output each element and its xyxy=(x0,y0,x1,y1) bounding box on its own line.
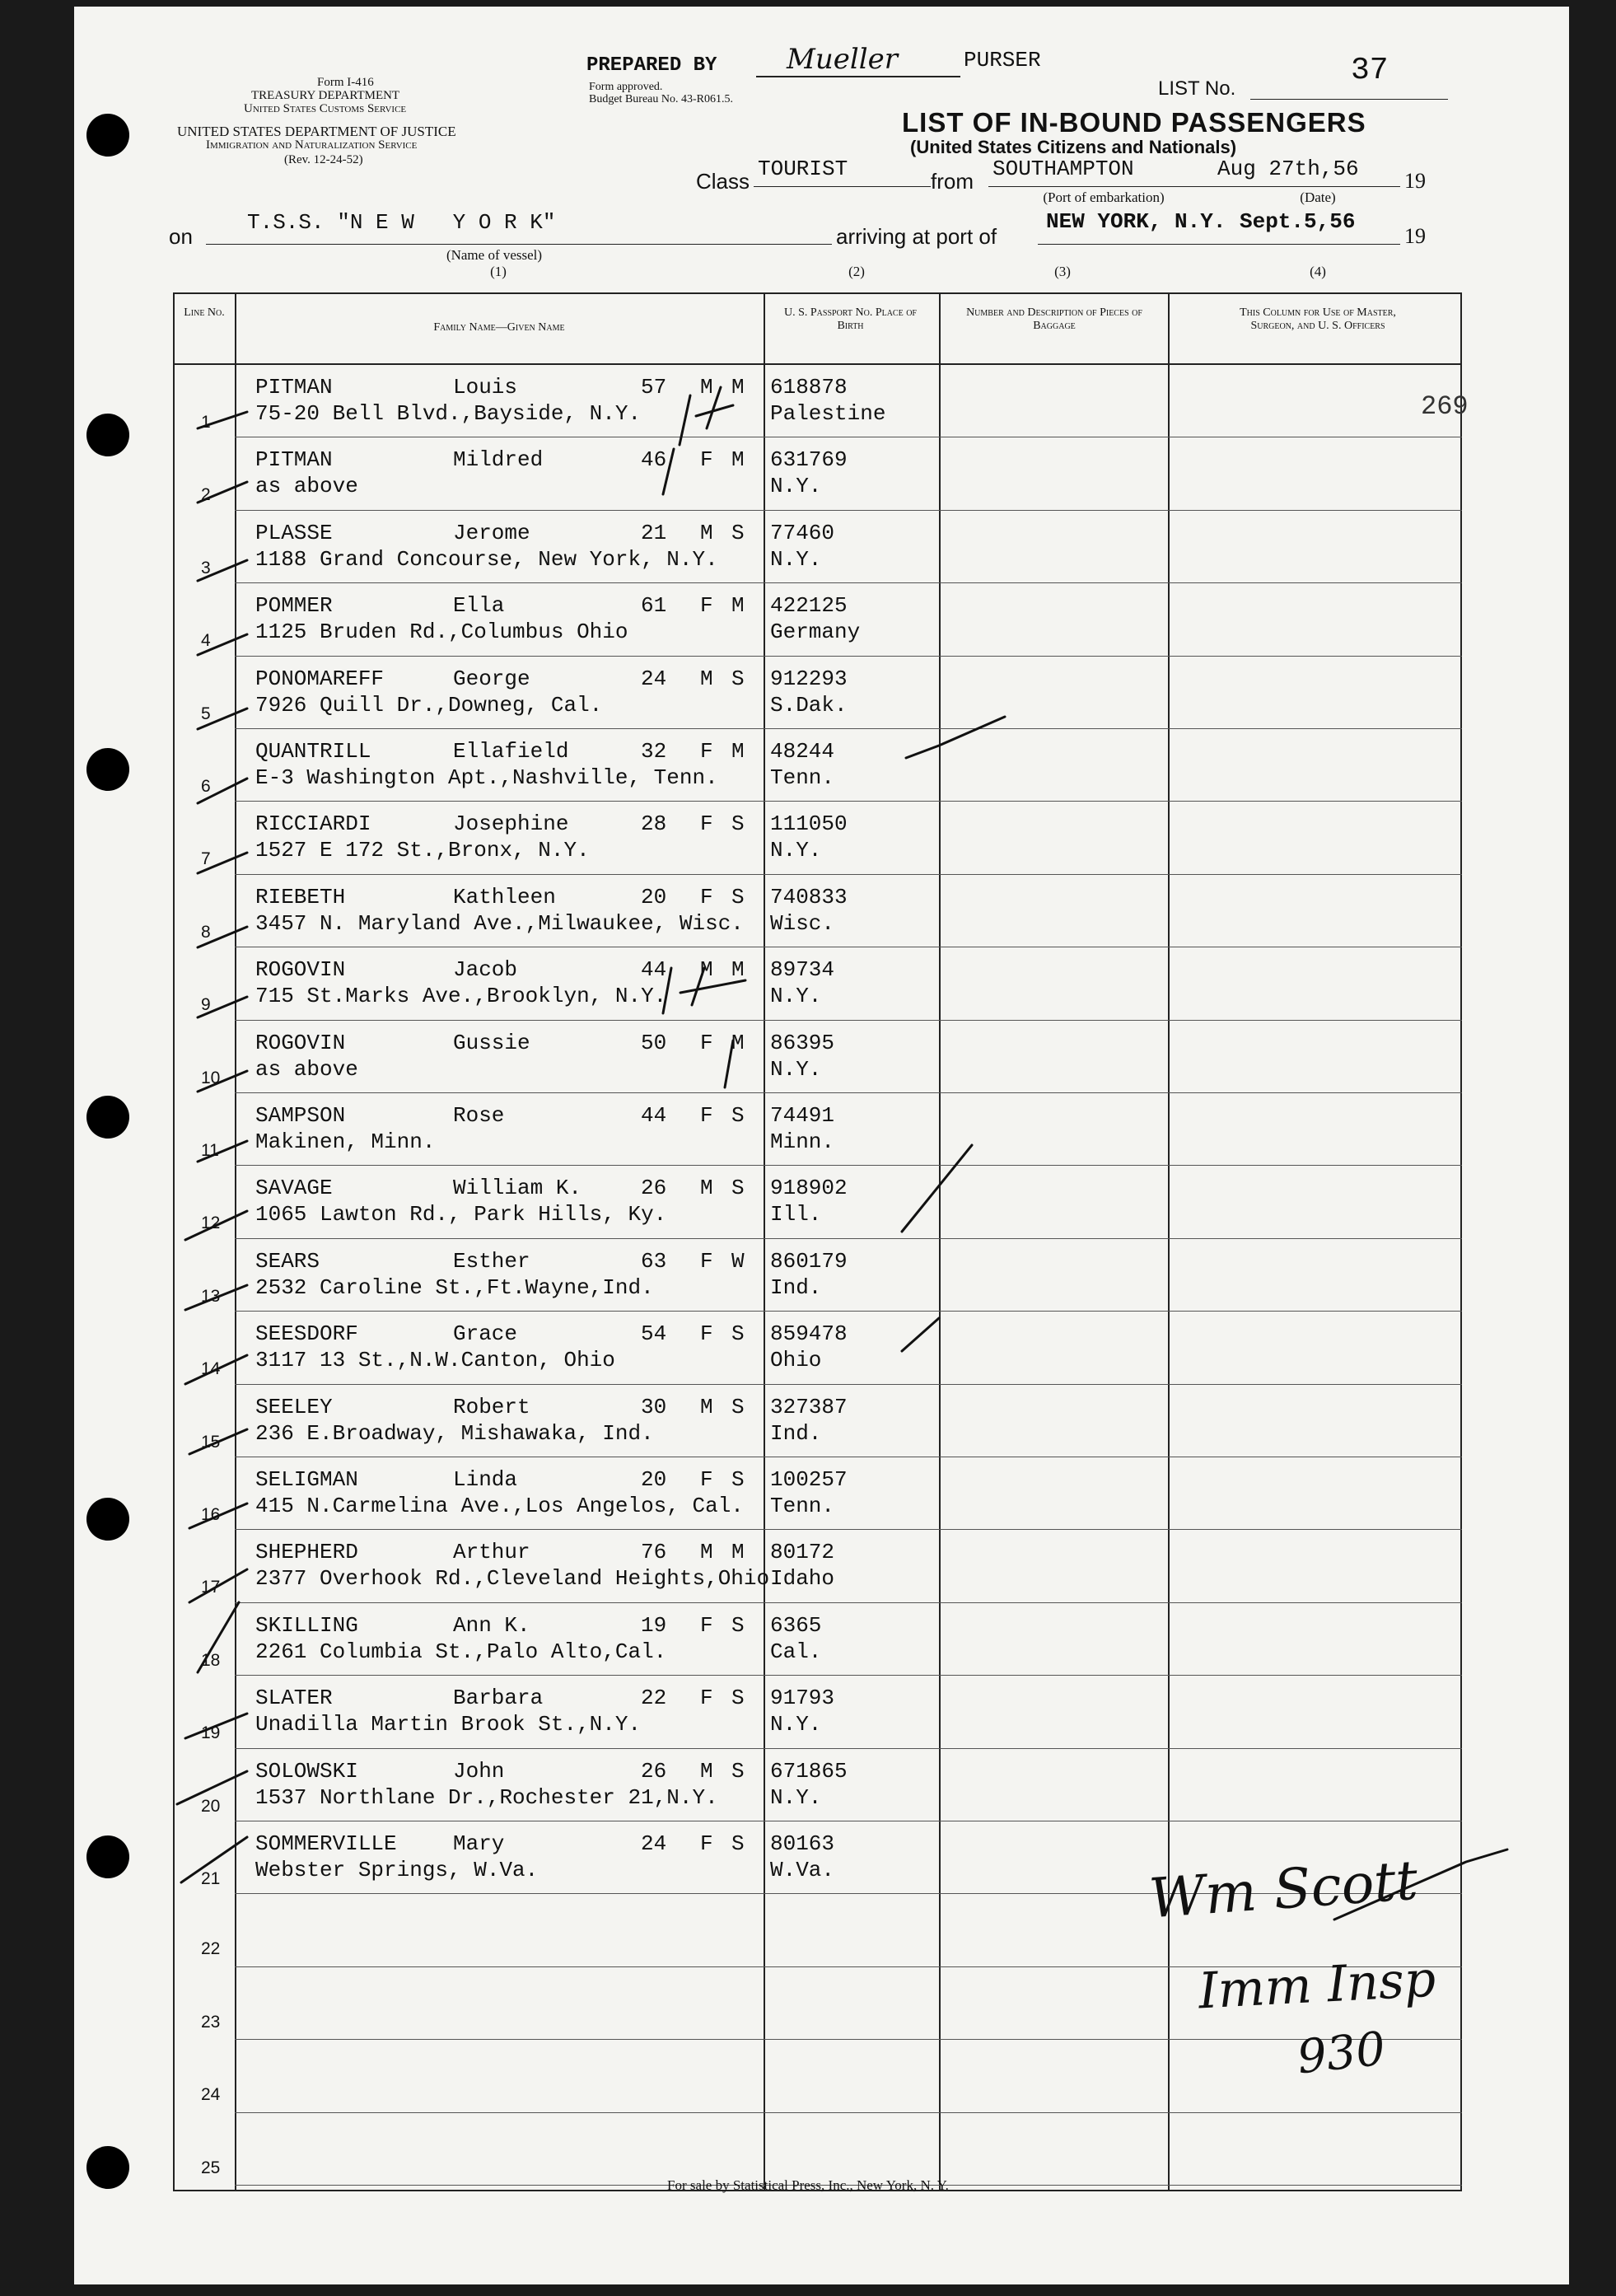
family-name: RIEBETH xyxy=(255,884,346,910)
family-name: SKILLING xyxy=(255,1612,358,1638)
place-of-birth: N.Y. xyxy=(770,984,822,1009)
arrival-port: NEW YORK, N.Y. xyxy=(1046,209,1226,234)
address: 7926 Quill Dr.,Downeg, Cal. xyxy=(255,692,603,718)
line-number: 10 xyxy=(201,1068,221,1087)
address: 1065 Lawton Rd., Park Hills, Ky. xyxy=(255,1202,667,1227)
family-name: SAVAGE xyxy=(255,1176,333,1201)
port-caption: (Port of embarkation) xyxy=(1043,189,1165,205)
family-name: PITMAN xyxy=(255,375,333,400)
family-name: SELIGMAN xyxy=(255,1467,358,1492)
justice-dept: UNITED STATES DEPARTMENT OF JUSTICE xyxy=(177,124,456,139)
purser-label: PURSER xyxy=(964,48,1041,72)
table-row xyxy=(0,875,1616,947)
table-row xyxy=(0,1385,1616,1457)
passenger-count-note: 269 xyxy=(1421,391,1469,422)
form-number: Form I-416 xyxy=(317,76,374,89)
table-row xyxy=(0,1676,1616,1748)
table-row xyxy=(0,1603,1616,1676)
passport-number: 327387 xyxy=(770,1394,848,1419)
ins-service: Immigration and Naturalization Service xyxy=(206,138,418,152)
marital-status: S xyxy=(731,1103,745,1128)
place-of-birth: Idaho xyxy=(770,1566,835,1592)
budget-bureau: Budget Bureau No. 43-R061.5. xyxy=(589,93,733,105)
sex: F xyxy=(700,1321,713,1347)
table-row xyxy=(0,657,1616,729)
line-number: 3 xyxy=(201,558,211,578)
table-row xyxy=(0,583,1616,656)
age: 20 xyxy=(641,884,667,910)
family-name: SOMMERVILLE xyxy=(255,1831,397,1856)
sex: F xyxy=(700,1686,713,1711)
caption-1: (1) xyxy=(490,264,507,279)
marital-status: M xyxy=(731,1540,745,1565)
given-name: Louis xyxy=(453,375,518,400)
line-number: 2 xyxy=(201,485,211,505)
sex: F xyxy=(700,739,713,764)
family-name: POMMER xyxy=(255,593,333,619)
line-number: 7 xyxy=(201,849,211,869)
place-of-birth: Palestine xyxy=(770,401,886,426)
age: 26 xyxy=(641,1176,667,1201)
line-number: 20 xyxy=(201,1796,221,1816)
line-number: 25 xyxy=(201,2158,221,2177)
address: 3457 N. Maryland Ave.,Milwaukee, Wisc. xyxy=(255,910,744,936)
caption-3: (3) xyxy=(1054,264,1071,279)
table-row xyxy=(0,1093,1616,1166)
line-number: 11 xyxy=(201,1141,219,1160)
age: 30 xyxy=(641,1394,667,1419)
address: 3117 13 St.,N.W.Canton, Ohio xyxy=(255,1348,615,1373)
passport-number: 80172 xyxy=(770,1540,835,1565)
table-row xyxy=(0,365,1616,437)
age: 76 xyxy=(641,1540,667,1565)
from-label: from xyxy=(931,169,974,194)
given-name: Ella xyxy=(453,593,505,619)
given-name: Ellafield xyxy=(453,739,569,764)
embarkation-port: SOUTHAMPTON xyxy=(992,157,1134,181)
prepared-by-label: PREPARED BY xyxy=(586,54,717,77)
year-prefix-2: 19 xyxy=(1404,224,1426,248)
sex: F xyxy=(700,447,713,473)
line-number: 12 xyxy=(201,1213,221,1233)
family-name: SEELEY xyxy=(255,1394,333,1419)
family-name: SEARS xyxy=(255,1248,320,1274)
place-of-birth: Ohio xyxy=(770,1348,822,1373)
marital-status: S xyxy=(731,1831,745,1856)
given-name: Mildred xyxy=(453,447,544,473)
col-line-no: Line No. xyxy=(184,306,225,319)
line-number: 21 xyxy=(201,1869,221,1888)
table-row xyxy=(0,1166,1616,1238)
table-row xyxy=(0,1239,1616,1312)
arrival-date: Sept.5,56 xyxy=(1240,209,1356,234)
sex: F xyxy=(700,1103,713,1128)
age: 50 xyxy=(641,1030,667,1055)
inspector-title: Imm Insp xyxy=(1197,1950,1437,2021)
given-name: Grace xyxy=(453,1321,518,1347)
sex: M xyxy=(700,666,713,691)
passport-number: 671865 xyxy=(770,1758,848,1784)
age: 44 xyxy=(641,1103,667,1128)
line-number: 4 xyxy=(201,631,211,651)
age: 61 xyxy=(641,593,667,619)
vessel-name: T.S.S. "N E W Y O R K" xyxy=(247,210,556,235)
age: 54 xyxy=(641,1321,667,1347)
col-officers: This Column for Use of Master, Surgeon, and U. S. Officers xyxy=(1240,306,1396,332)
passport-number: 740833 xyxy=(770,884,848,910)
line-number: 17 xyxy=(201,1578,221,1597)
sex: F xyxy=(700,811,713,837)
passport-number: 80163 xyxy=(770,1831,835,1856)
sex: F xyxy=(700,1030,713,1055)
line-number: 18 xyxy=(201,1650,221,1670)
family-name: SOLOWSKI xyxy=(255,1758,358,1784)
passport-number: 91793 xyxy=(770,1686,835,1711)
passport-number: 618878 xyxy=(770,375,848,400)
passport-number: 77460 xyxy=(770,520,835,545)
sex: M xyxy=(700,1758,713,1784)
given-name: Jacob xyxy=(453,957,518,983)
passport-number: 859478 xyxy=(770,1321,848,1347)
passport-number: 89734 xyxy=(770,957,835,983)
line-number: 16 xyxy=(201,1505,221,1524)
age: 44 xyxy=(641,957,667,983)
marital-status: S xyxy=(731,1394,745,1419)
given-name: Linda xyxy=(453,1467,518,1492)
place-of-birth: Tenn. xyxy=(770,765,835,790)
table-row xyxy=(0,1530,1616,1602)
date-caption: (Date) xyxy=(1300,189,1336,205)
given-name: Arthur xyxy=(453,1540,530,1565)
address: E-3 Washington Apt.,Nashville, Tenn. xyxy=(255,765,718,790)
address: as above xyxy=(255,1056,358,1082)
line-number: 5 xyxy=(201,704,211,723)
address: 2532 Caroline St.,Ft.Wayne,Ind. xyxy=(255,1274,654,1300)
place-of-birth: Ind. xyxy=(770,1420,822,1446)
marital-status: S xyxy=(731,520,745,545)
address: 75-20 Bell Blvd.,Bayside, N.Y. xyxy=(255,401,642,426)
embarkation-date: Aug 27th,56 xyxy=(1217,157,1359,181)
line-number: 24 xyxy=(201,2085,221,2105)
address: 2377 Overhook Rd.,Cleveland Heights,Ohio xyxy=(255,1566,770,1592)
line-number: 23 xyxy=(201,2012,221,2032)
address: 236 E.Broadway, Mishawaka, Ind. xyxy=(255,1420,654,1446)
address: 1125 Bruden Rd.,Columbus Ohio xyxy=(255,620,628,645)
line-number: 15 xyxy=(201,1432,221,1452)
marital-status: S xyxy=(731,1467,745,1492)
marital-status: M xyxy=(731,739,745,764)
address: 1188 Grand Concourse, New York, N.Y. xyxy=(255,546,718,572)
place-of-birth: N.Y. xyxy=(770,1784,822,1810)
age: 24 xyxy=(641,1831,667,1856)
given-name: Kathleen xyxy=(453,884,556,910)
marital-status: S xyxy=(731,1758,745,1784)
address: 2261 Columbia St.,Palo Alto,Cal. xyxy=(255,1639,667,1664)
address: as above xyxy=(255,474,358,499)
passport-number: 111050 xyxy=(770,811,848,837)
sex: M xyxy=(700,1394,713,1419)
marital-status: M xyxy=(731,593,745,619)
given-name: Ann K. xyxy=(453,1612,530,1638)
table-row xyxy=(0,511,1616,583)
line-number: 1 xyxy=(201,413,211,432)
line-number: 6 xyxy=(201,777,211,796)
table-row xyxy=(0,802,1616,874)
place-of-birth: Germany xyxy=(770,620,861,645)
age: 22 xyxy=(641,1686,667,1711)
sex: F xyxy=(700,1831,713,1856)
sex: F xyxy=(700,593,713,619)
family-name: ROGOVIN xyxy=(255,1030,346,1055)
passport-number: 422125 xyxy=(770,593,848,619)
customs-service: United States Customs Service xyxy=(244,102,407,115)
line-number: 19 xyxy=(201,1723,221,1743)
address: Makinen, Minn. xyxy=(255,1129,436,1154)
sex: F xyxy=(700,884,713,910)
line-number: 13 xyxy=(201,1286,221,1306)
marital-status: S xyxy=(731,1612,745,1638)
place-of-birth: W.Va. xyxy=(770,1858,835,1882)
table-row xyxy=(0,1021,1616,1093)
sex: M xyxy=(700,1176,713,1201)
line-number: 8 xyxy=(201,922,211,942)
passport-number: 860179 xyxy=(770,1248,848,1274)
form-revision: (Rev. 12-24-52) xyxy=(284,153,363,166)
sex: F xyxy=(700,1248,713,1274)
family-name: PLASSE xyxy=(255,520,333,545)
col-passport: U. S. Passport No. Place of Birth xyxy=(784,306,917,332)
table-row xyxy=(0,1457,1616,1530)
place-of-birth: N.Y. xyxy=(770,838,822,863)
place-of-birth: N.Y. xyxy=(770,1056,822,1082)
age: 24 xyxy=(641,666,667,691)
caption-4: (4) xyxy=(1310,264,1326,279)
col-family-name: Family Name—Given Name xyxy=(433,321,565,334)
vessel-caption: (Name of vessel) xyxy=(446,247,543,263)
family-name: QUANTRILL xyxy=(255,739,371,764)
col-baggage: Number and Description of Pieces of Baggage xyxy=(966,306,1142,332)
line-number: 22 xyxy=(201,1939,221,1959)
marital-status: W xyxy=(731,1248,745,1274)
line-number: 9 xyxy=(201,995,211,1015)
age: 26 xyxy=(641,1758,667,1784)
marital-status: S xyxy=(731,1176,745,1201)
marital-status: S xyxy=(731,666,745,691)
marital-status: S xyxy=(731,884,745,910)
given-name: Rose xyxy=(453,1103,505,1128)
place-of-birth: N.Y. xyxy=(770,546,822,572)
caption-2: (2) xyxy=(848,264,865,279)
arriving-label: arriving at port of xyxy=(836,224,997,249)
address: 415 N.Carmelina Ave.,Los Angelos, Cal. xyxy=(255,1494,744,1518)
age: 63 xyxy=(641,1248,667,1274)
inspector-signature: Wm Scott xyxy=(1147,1848,1420,1931)
marital-status: M xyxy=(731,1030,745,1055)
marital-status: M xyxy=(731,447,745,473)
table-row xyxy=(0,1312,1616,1384)
inspector-number: 930 xyxy=(1294,2022,1388,2085)
table-row xyxy=(0,947,1616,1020)
passport-number: 6365 xyxy=(770,1612,822,1638)
passport-number: 631769 xyxy=(770,447,848,473)
place-of-birth: N.Y. xyxy=(770,474,822,499)
place-of-birth: Tenn. xyxy=(770,1494,835,1518)
form-approved: Form approved. xyxy=(589,81,663,93)
given-name: Josephine xyxy=(453,811,569,837)
place-of-birth: Ill. xyxy=(770,1202,822,1227)
table-row xyxy=(0,1749,1616,1821)
family-name: SEESDORF xyxy=(255,1321,358,1347)
family-name: PONOMAREFF xyxy=(255,666,385,691)
marital-status: M xyxy=(731,957,745,983)
place-of-birth: Wisc. xyxy=(770,910,835,936)
age: 46 xyxy=(641,447,667,473)
on-label: on xyxy=(169,224,193,249)
list-number: 37 xyxy=(1351,53,1389,88)
age: 28 xyxy=(641,811,667,837)
given-name: William K. xyxy=(453,1176,582,1201)
printer-footer: For sale by Statistical Press, Inc., New York, N. Y. xyxy=(667,2177,949,2193)
passport-number: 918902 xyxy=(770,1176,848,1201)
family-name: PITMAN xyxy=(255,447,333,473)
table-row xyxy=(0,729,1616,802)
class-label: Class xyxy=(696,169,750,194)
given-name: Robert xyxy=(453,1394,530,1419)
age: 21 xyxy=(641,520,667,545)
marital-status: S xyxy=(731,1686,745,1711)
passport-number: 48244 xyxy=(770,739,835,764)
address: 715 St.Marks Ave.,Brooklyn, N.Y. xyxy=(255,984,667,1009)
family-name: SAMPSON xyxy=(255,1103,346,1128)
family-name: SHEPHERD xyxy=(255,1540,358,1565)
sex: M xyxy=(700,1540,713,1565)
place-of-birth: S.Dak. xyxy=(770,692,848,718)
sex: M xyxy=(700,375,713,400)
year-prefix: 19 xyxy=(1404,169,1426,193)
marital-status: M xyxy=(731,375,745,400)
sex: F xyxy=(700,1612,713,1638)
given-name: John xyxy=(453,1758,505,1784)
marital-status: S xyxy=(731,811,745,837)
family-name: ROGOVIN xyxy=(255,957,346,983)
page-subtitle: (United States Citizens and Nationals) xyxy=(910,137,1237,157)
age: 20 xyxy=(641,1467,667,1492)
given-name: Jerome xyxy=(453,520,530,545)
given-name: Gussie xyxy=(453,1030,530,1055)
given-name: Mary xyxy=(453,1831,505,1856)
table-row xyxy=(0,437,1616,510)
place-of-birth: N.Y. xyxy=(770,1712,822,1737)
passport-number: 912293 xyxy=(770,666,848,691)
address: 1537 Northlane Dr.,Rochester 21,N.Y. xyxy=(255,1784,718,1810)
punch-hole xyxy=(86,114,129,157)
age: 32 xyxy=(641,739,667,764)
marital-status: S xyxy=(731,1321,745,1347)
passport-number: 86395 xyxy=(770,1030,835,1055)
class-value: TOURIST xyxy=(758,157,848,181)
family-name: SLATER xyxy=(255,1686,333,1711)
treasury-dept: TREASURY DEPARTMENT xyxy=(251,89,400,102)
age: 19 xyxy=(641,1612,667,1638)
place-of-birth: Ind. xyxy=(770,1274,822,1300)
prepared-by-name: Mueller xyxy=(787,43,898,76)
sex: M xyxy=(700,957,713,983)
address: Webster Springs, W.Va. xyxy=(255,1858,539,1882)
given-name: Esther xyxy=(453,1248,530,1274)
given-name: Barbara xyxy=(453,1686,544,1711)
given-name: George xyxy=(453,666,530,691)
family-name: RICCIARDI xyxy=(255,811,371,837)
sex: F xyxy=(700,1467,713,1492)
page-title: LIST OF IN-BOUND PASSENGERS xyxy=(902,107,1366,138)
place-of-birth: Minn. xyxy=(770,1129,835,1154)
address: Unadilla Martin Brook St.,N.Y. xyxy=(255,1712,642,1737)
sex: M xyxy=(700,520,713,545)
list-no-label: LIST No. xyxy=(1158,77,1236,100)
address: 1527 E 172 St.,Bronx, N.Y. xyxy=(255,838,590,863)
age: 57 xyxy=(641,375,667,400)
passport-number: 74491 xyxy=(770,1103,835,1128)
line-number: 14 xyxy=(201,1359,221,1379)
passport-number: 100257 xyxy=(770,1467,848,1492)
place-of-birth: Cal. xyxy=(770,1639,822,1664)
